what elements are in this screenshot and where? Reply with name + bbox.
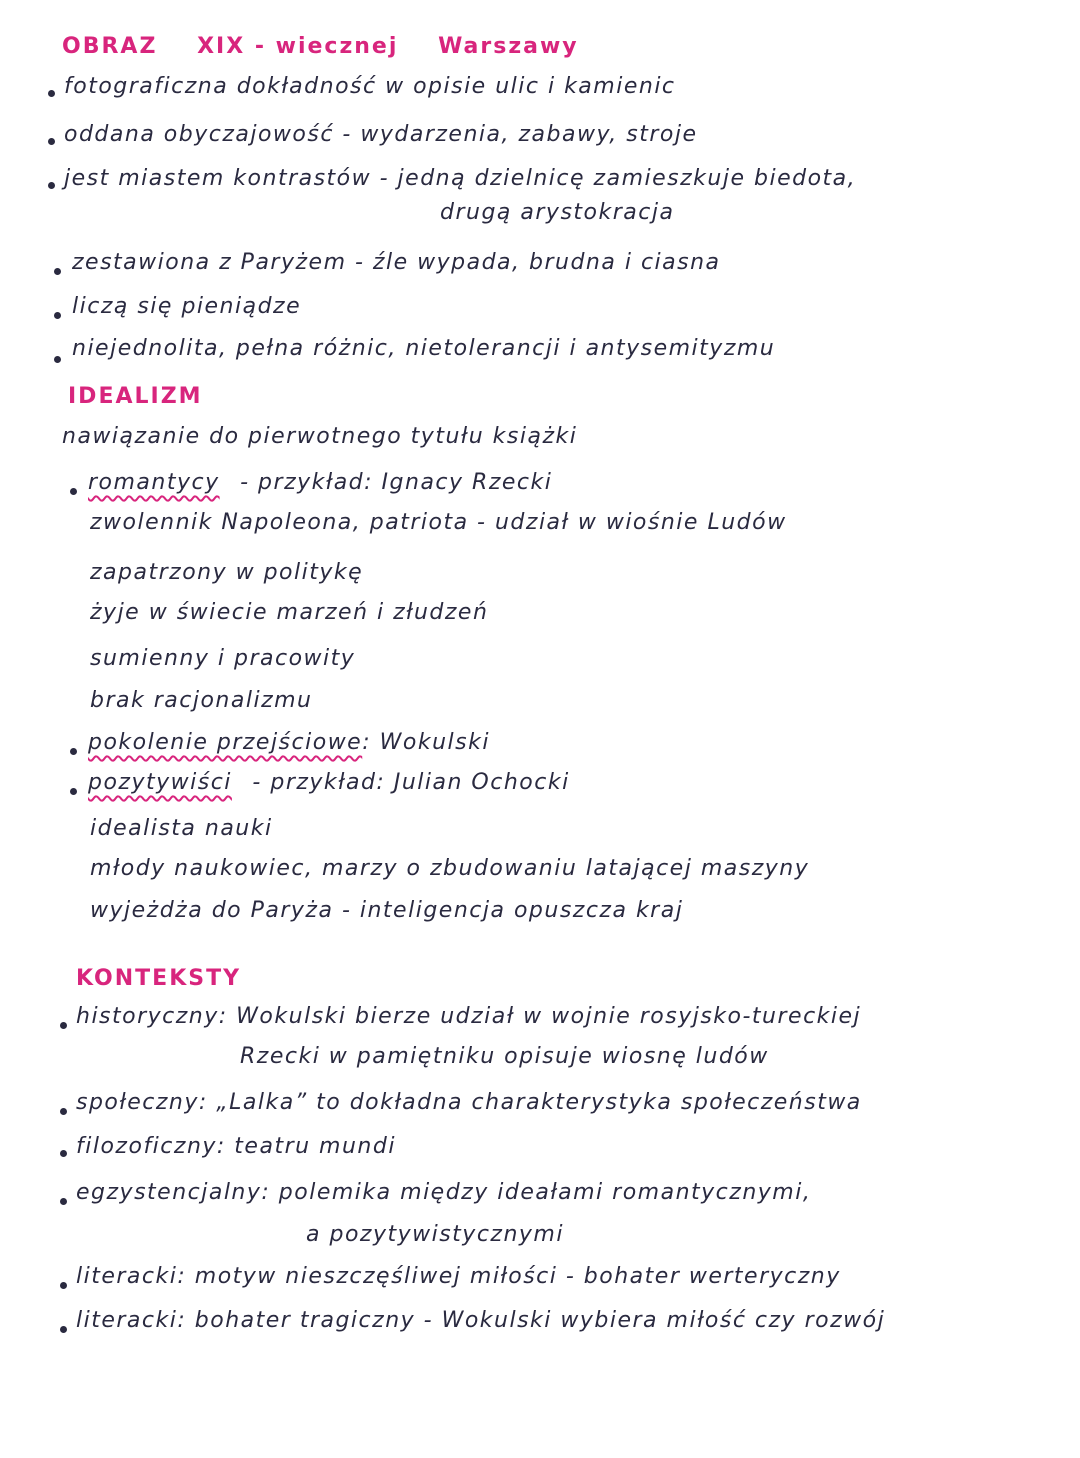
bullet-icon [48,138,55,145]
note-line: nawiązanie do pierwotnego tytułu książki [62,424,578,449]
bullet-icon [60,1282,67,1289]
bullet-icon [48,90,55,97]
przejsciowe-example: : Wokulski [362,730,490,755]
note-line: młody naukowiec, marzy o zbudowaniu latającej maszyny [90,856,810,881]
note-line: idealista nauki [90,816,273,841]
note-line: jest miastem kontrastów - jedną dzielnicę zamieszkuje biedota, [64,166,857,191]
note-line: literacki: bohater tragiczny - Wokulski wybiera miłość czy rozwój [76,1308,886,1333]
note-line: oddana obyczajowość - wydarzenia, zabawy, stroje [64,122,698,147]
romantycy-label: romantycy [88,470,220,495]
bullet-icon [60,1022,67,1029]
przejsciowe-label: pokolenie przejściowe [88,730,363,755]
section-heading-idealizm: IDEALIZM [68,384,203,409]
note-line: Rzecki w pamiętniku opisuje wiosnę ludów [240,1044,769,1069]
note-line: sumienny i pracowity [90,646,356,671]
note-line: brak racjonalizmu [90,688,313,713]
heading-word: XIX - wiecznej [197,34,399,59]
bullet-icon [70,748,77,755]
bullet-icon [70,788,77,795]
bullet-icon [60,1326,67,1333]
note-line: żyje w świecie marzeń i złudzeń [90,600,489,625]
note-line: filozoficzny: teatru mundi [76,1134,396,1159]
note-line [88,730,490,755]
section-heading-konteksty: KONTEKSTY [76,966,242,991]
heading-word: OBRAZ [62,34,158,59]
bullet-icon [60,1150,67,1157]
note-line: liczą się pieniądze [72,294,302,319]
note-line: a pozytywistycznymi [306,1222,564,1247]
note-line: literacki: motyw nieszczęśliwej miłości - bohater werteryczny [76,1264,841,1289]
note-line [88,770,570,795]
bullet-icon [48,182,55,189]
note-line: drugą arystokracja [440,200,675,225]
pozytywisci-example: - przykład: Julian Ochocki [252,770,570,795]
bullet-icon [70,488,77,495]
note-line: wyjeżdża do Paryża - inteligencja opuszcza kraj [90,898,684,923]
note-line: fotograficzna dokładność w opisie ulic i kamienic [64,74,676,99]
note-line: zwolennik Napoleona, patriota - udział w wiośnie Ludów [90,510,787,535]
bullet-icon [60,1108,67,1115]
bullet-icon [54,312,61,319]
note-line: zapatrzony w politykę [90,560,364,585]
note-line: egzystencjalny: polemika między ideałami romantycznymi, [76,1180,812,1205]
note-line [88,470,552,495]
bullet-icon [60,1198,67,1205]
note-line: niejednolita, pełna różnic, nietolerancji i antysemityzmu [72,336,776,361]
romantycy-example: - przykład: Ignacy Rzecki [240,470,553,495]
note-line: historyczny: Wokulski bierze udział w wojnie rosyjsko-tureckiej [76,1004,862,1029]
bullet-icon [54,268,61,275]
note-line: zestawiona z Paryżem - źle wypada, brudna i ciasna [72,250,721,275]
heading-word: Warszawy [438,34,579,59]
section-heading-obraz [62,34,579,59]
note-line: społeczny: „Lalka” to dokładna charakterystyka społeczeństwa [76,1090,862,1115]
pozytywisci-label: pozytywiści [88,770,232,795]
bullet-icon [54,356,61,363]
